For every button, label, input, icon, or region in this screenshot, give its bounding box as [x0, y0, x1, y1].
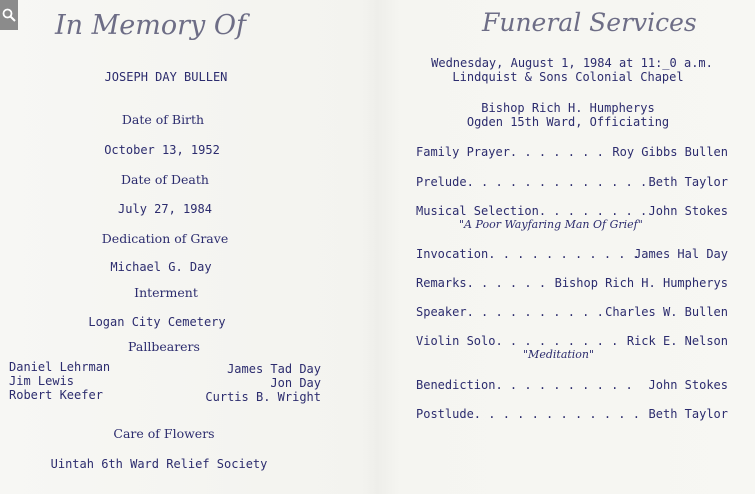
program-item-person: Beth Taylor [648, 175, 728, 189]
dedication-by: Michael G. Day [110, 260, 212, 274]
zoom-search-button[interactable] [0, 0, 18, 30]
search-icon [2, 8, 16, 22]
interment-label: Interment [134, 285, 198, 300]
death-label: Date of Death [121, 172, 209, 187]
pallbearer-name: Jim Lewis [9, 374, 75, 388]
program-item-label: Family Prayer. . . . . . . [416, 145, 604, 159]
service-date: Wednesday, August 1, 1984 at 11:_0 a.m. [431, 56, 713, 70]
program-item-person: Bishop Rich H. Humpherys [554, 276, 728, 290]
pallbearer-name: Daniel Lehrman [9, 360, 111, 374]
program-item-label: Invocation. . . . . . . . . . . [416, 247, 640, 261]
program-item-person: Beth Taylor [648, 407, 728, 421]
officiant-ward: Ogden 15th Ward, Officiating [466, 115, 670, 129]
program-item-person: Rick E. Nelson [626, 334, 728, 348]
program-item-person: Charles W. Bullen [605, 305, 728, 319]
program-item-note: "Meditation" [523, 348, 595, 361]
program-item-label: Musical Selection. . . . . . . . [416, 204, 648, 218]
program-item-label: Violin Solo. . . . . . . . . [416, 334, 619, 348]
in-memory-heading: In Memory Of [55, 10, 246, 41]
program-item-label: Benediction. . . . . . . . . . [416, 378, 633, 392]
flowers-label: Care of Flowers [113, 426, 215, 441]
interment-place: Logan City Cemetery [88, 315, 226, 329]
program-item-person: James Hal Day [634, 247, 728, 261]
deceased-name: JOSEPH DAY BULLEN [104, 70, 228, 84]
program-item-label: Postlude. . . . . . . . . . . . [416, 407, 640, 421]
program-item-label: Remarks. . . . . . [416, 276, 547, 290]
dedication-label: Dedication of Grave [101, 231, 229, 246]
pallbearers-left-list [9, 360, 110, 402]
program-item-person: John Stokes [648, 204, 728, 218]
death-date: July 27, 1984 [118, 202, 212, 216]
birth-date: October 13, 1952 [104, 143, 220, 157]
program-item-label: Prelude. . . . . . . . . . . . . [416, 175, 648, 189]
pallbearer-name: Jon Day [270, 376, 321, 390]
pallbearer-name: Robert Keefer [9, 388, 103, 402]
pallbearers-label: Pallbearers [128, 339, 200, 354]
officiant-name: Bishop Rich H. Humpherys [481, 101, 655, 115]
flowers-by: Uintah 6th Ward Relief Society [50, 457, 268, 471]
funeral-services-heading: Funeral Services [482, 8, 697, 37]
pallbearer-name: Curtis B. Wright [205, 390, 321, 404]
program-item-person: Roy Gibbs Bullen [612, 145, 728, 159]
program-item-note: "A Poor Wayfaring Man Of Grief" [459, 218, 643, 231]
pallbearers-right-list [205, 362, 321, 404]
pallbearer-name: James Tad Day [227, 362, 321, 376]
birth-label: Date of Birth [121, 112, 205, 127]
service-place: Lindquist & Sons Colonial Chapel [452, 70, 684, 84]
program-item-label: Speaker. . . . . . . . . . [416, 305, 604, 319]
program-item-person: John Stokes [648, 378, 728, 392]
